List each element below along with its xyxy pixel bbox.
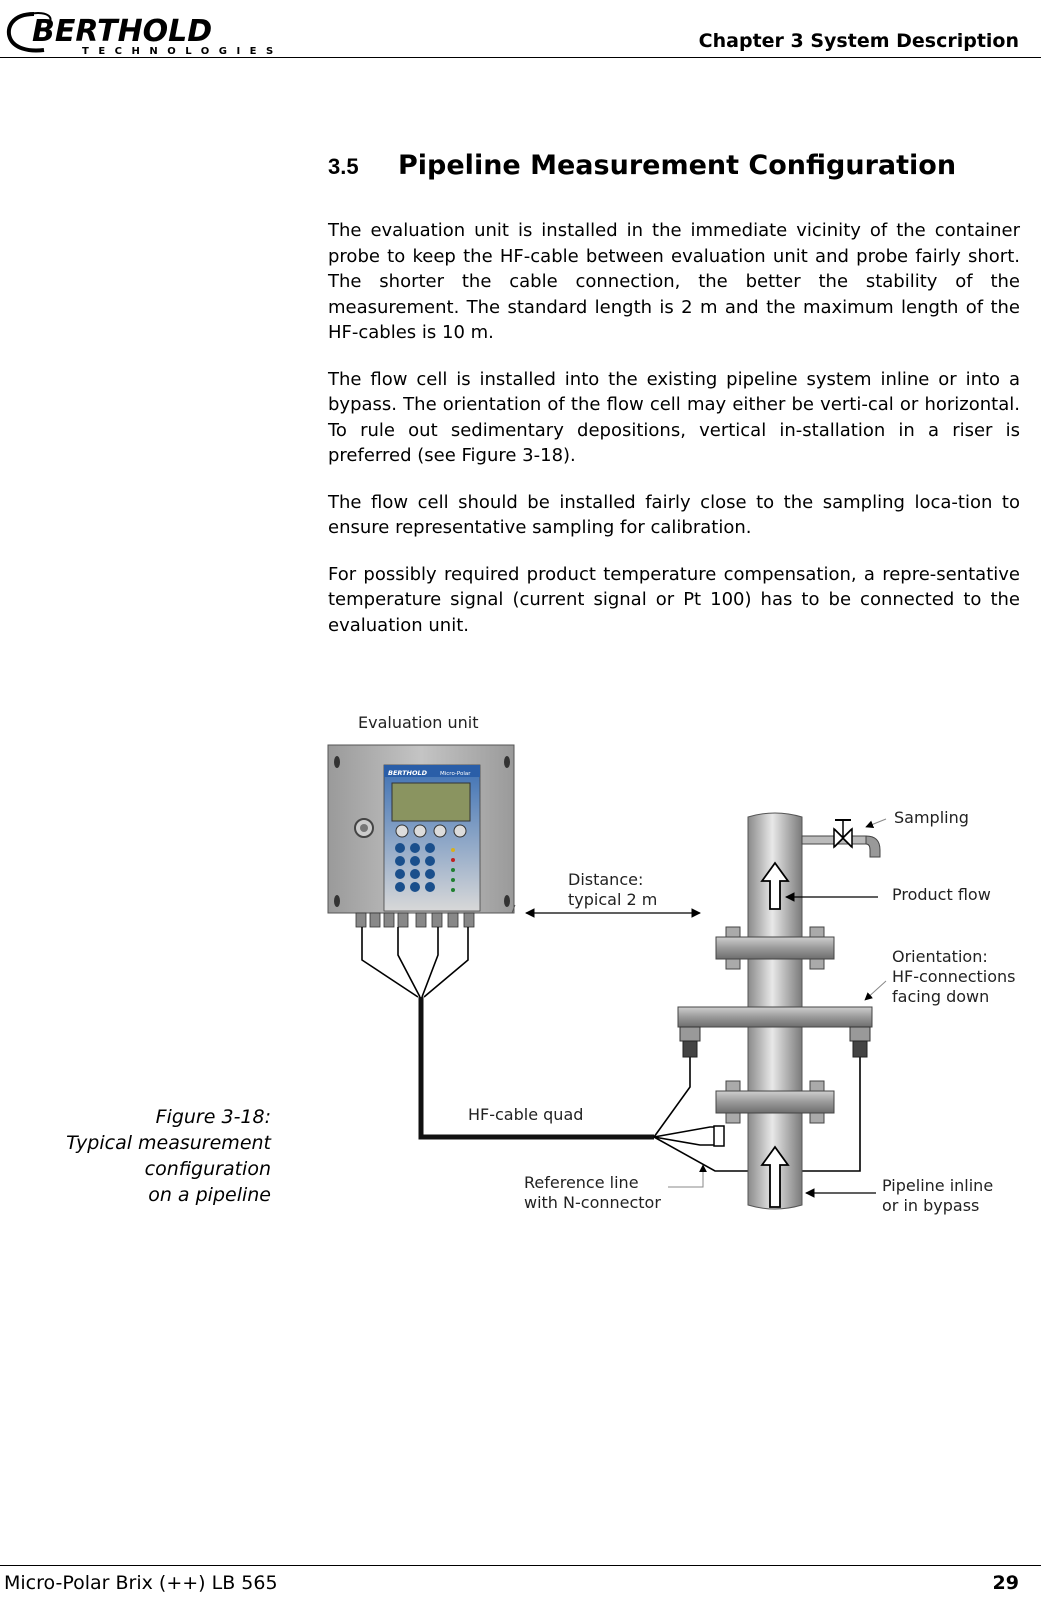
label-reference-line-text: Reference line (524, 1173, 639, 1192)
pipeline-configuration-figure (320, 705, 1030, 1225)
device-brand: BERTHOLD (388, 769, 428, 777)
evaluation-unit (328, 745, 515, 927)
label-pipeline-line: Pipeline inline (882, 1176, 994, 1195)
chapter-title: Chapter 3 System Description (698, 30, 1019, 52)
label-distance-line: typical 2 m (568, 890, 658, 909)
n-connector (714, 1126, 724, 1146)
device-display (392, 783, 470, 821)
label-sampling: Sampling (894, 808, 969, 827)
logo-brand-text: BERTHOLD (32, 14, 213, 49)
logo-sub-text: TECHNOLOGIES (82, 46, 283, 57)
footer-rule (0, 1565, 1041, 1566)
section-number: 3.5 (328, 154, 359, 179)
label-reference-line-text: with N-connector (524, 1193, 661, 1212)
paragraph: The evaluation unit is installed in the immediate vicinity of the container probe to keep the HF-cable between evaluation unit and probe fairly short. The shorter the cable connection, the better the stability of the measurement. The standard length is 2 m and the maximum length of the HF-cables is 10 m. (328, 220, 1020, 343)
sampling-pointer (866, 819, 886, 827)
cable-fan (362, 927, 468, 997)
caption-line: Typical measurement (66, 1132, 271, 1154)
figure-caption (66, 1104, 271, 1208)
header-rule (0, 57, 1041, 58)
label-product-flow: Product flow (892, 885, 991, 904)
page-number: 29 (992, 1572, 1019, 1594)
reference-pointer (668, 1165, 703, 1187)
label-hf-cable: HF-cable quad (468, 1105, 584, 1124)
paragraph: The flow cell should be installed fairly close to the sampling loca-tion to ensure representative sampling for calibration. (328, 491, 1020, 538)
orientation-pointer (865, 981, 886, 1000)
section-heading (328, 150, 956, 181)
label-orientation (892, 947, 1016, 1007)
label-reference-line (524, 1173, 661, 1213)
label-pipeline-line: or in bypass (882, 1196, 980, 1215)
section-title: Pipeline Measurement Configuration (398, 150, 957, 181)
label-pipeline (882, 1176, 993, 1216)
device-model: Micro-Polar (440, 771, 471, 777)
caption-line: Figure 3-18: (155, 1106, 271, 1128)
paragraph: For possibly required product temperature compensation, a repre-sentative temperature signal (current signal or Pt 100) has to be connected to the evaluation unit. (328, 563, 1020, 636)
footer-product: Micro-Polar Brix (++) LB 565 (4, 1572, 278, 1594)
label-orientation-line: HF-connections (892, 967, 1016, 986)
label-distance-line: Distance: (568, 870, 644, 889)
paragraph: The flow cell is installed into the existing pipeline system inline or into a bypass. The orientation of the flow cell may either be verti-cal or horizontal. To rule out sedimentary depositions, vertical in-stallation in a riser is preferred (see Figure 3-18). (328, 368, 1020, 466)
label-evaluation-unit: Evaluation unit (358, 713, 479, 732)
label-distance (568, 870, 657, 910)
caption-line: configuration (144, 1158, 271, 1180)
label-orientation-line: facing down (892, 987, 990, 1006)
body-text (328, 218, 1020, 659)
berthold-logo (4, 8, 304, 58)
caption-line: on a pipeline (148, 1184, 271, 1206)
label-orientation-line: Orientation: (892, 947, 988, 966)
